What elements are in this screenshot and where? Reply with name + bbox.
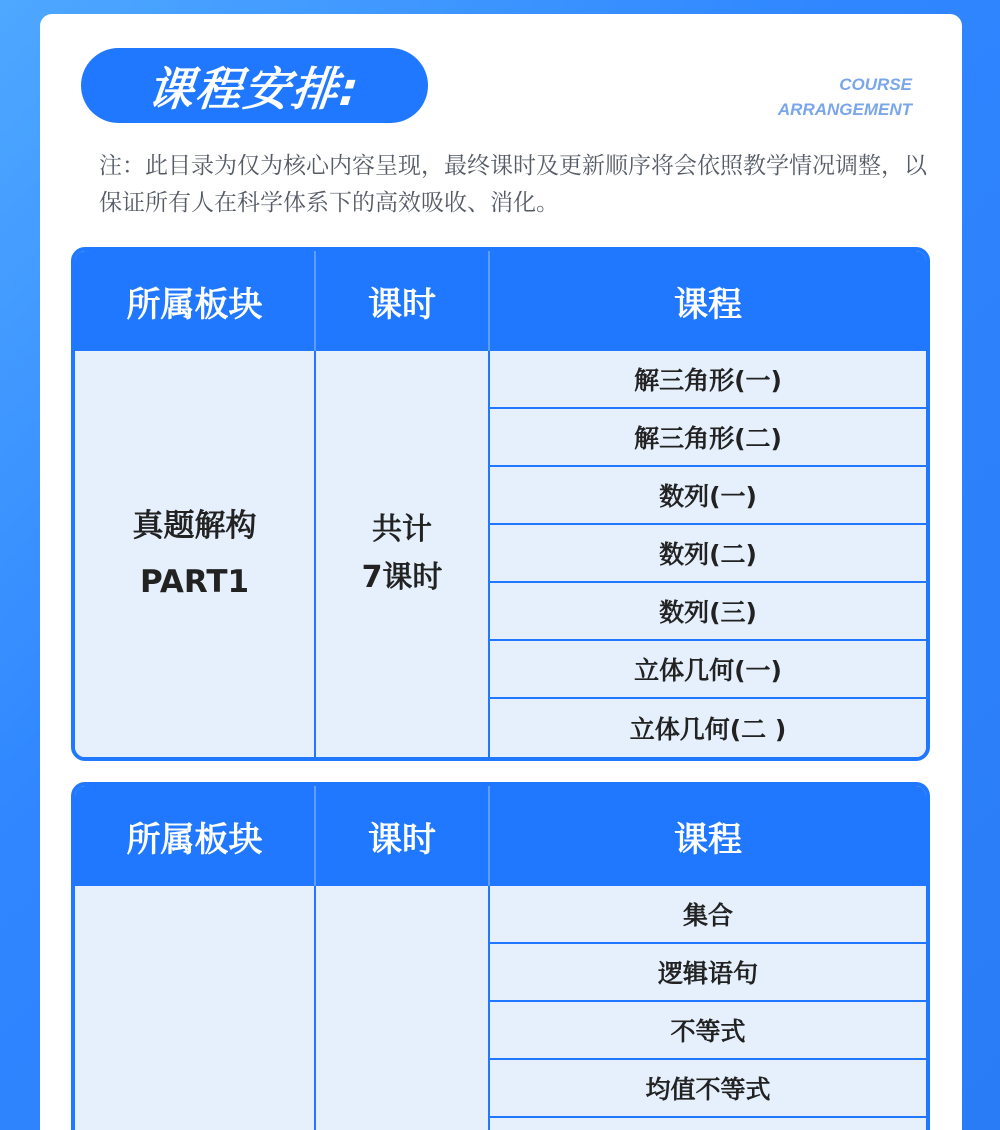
english-subtitle-line2: ARRANGEMENT [777, 100, 912, 119]
header-hours: 课时 [316, 786, 490, 886]
title-banner [81, 48, 428, 123]
hours-cell [316, 886, 490, 1130]
course-cell: 解三角形(一) [490, 351, 926, 409]
schedule-table-1 [71, 247, 930, 761]
english-subtitle-line1: COURSE [839, 75, 912, 94]
table-row [75, 886, 926, 944]
course-cell: 数列(二) [490, 525, 926, 583]
hours-count: 7课时 [361, 560, 443, 595]
content-card [40, 14, 962, 1130]
schedule-table-2 [71, 782, 930, 1130]
course-cell: 不等式 [490, 1002, 926, 1060]
course-cell: 数列(三) [490, 583, 926, 641]
header-block: 所属板块 [75, 251, 316, 351]
english-subtitle [778, 72, 912, 122]
page-title: 课程安排: [145, 61, 364, 116]
block-part: PART1 [139, 564, 250, 600]
course-cell: 逻辑语句 [490, 944, 926, 1002]
header-course: 课程 [490, 251, 926, 351]
table-row [75, 351, 926, 409]
block-cell [75, 886, 316, 1130]
hours-label: 共计 [372, 512, 432, 547]
hours-cell [316, 351, 490, 757]
header-course: 课程 [490, 786, 926, 886]
note-text: 注：此目录为仅为核心内容呈现，最终课时及更新顺序将会依照教学情况调整，以保证所有人在科学体系下的高效吸收、消化。 [99, 153, 927, 216]
course-cell [490, 1118, 926, 1130]
block-name: 真题解构 [132, 508, 257, 544]
header-block: 所属板块 [75, 786, 316, 886]
header-hours: 课时 [316, 251, 490, 351]
course-cell: 集合 [490, 886, 926, 944]
course-cell: 立体几何(一) [490, 641, 926, 699]
course-cell: 解三角形(二) [490, 409, 926, 467]
table-header-row [75, 786, 926, 886]
block-cell [75, 351, 316, 757]
table-header-row [75, 251, 926, 351]
course-cell: 立体几何(二 ) [490, 699, 926, 757]
course-cell: 数列(一) [490, 467, 926, 525]
course-cell: 均值不等式 [490, 1060, 926, 1118]
